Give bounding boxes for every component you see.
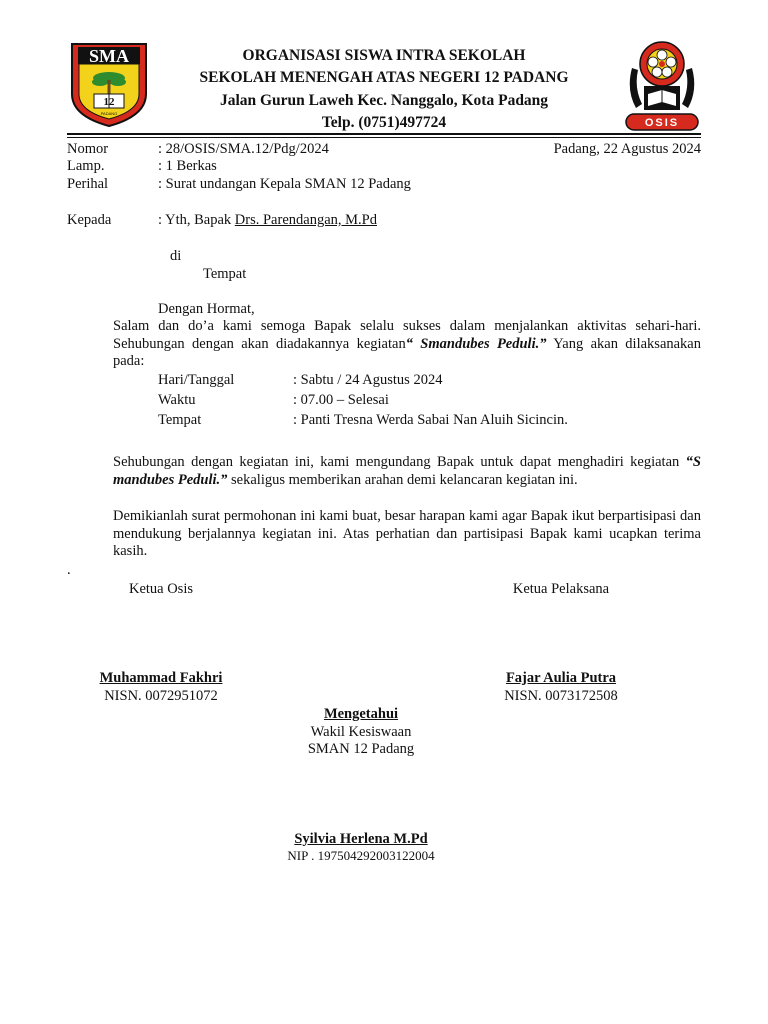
- p2-text: Sehubungan dengan kegiatan ini, kami mengundang Bapak untuk dapat menghadiri kegiatan: [113, 454, 686, 470]
- center-heading: Mengetahui: [323, 706, 399, 722]
- stray-dot: .: [67, 562, 71, 578]
- p1-event-name: “ Smandubes Peduli.”: [405, 335, 547, 352]
- p2-event-name: “S mandubes Peduli.”: [113, 454, 701, 488]
- center-role: Wakil Kesiswaan: [310, 724, 412, 740]
- event-day-label: Hari/Tanggal: [158, 372, 235, 388]
- right-signer-id: NISN. 0073172508: [504, 688, 618, 704]
- center-signer-name: Syilvia Herlena M.Pd: [294, 831, 428, 847]
- header-org-name: ORGANISASI SISWA INTRA SEKOLAH: [242, 47, 526, 64]
- header-phone: Telp. (0751)497724: [321, 114, 447, 131]
- p1-end: Yang akan dilaksanakan pada:: [113, 335, 701, 369]
- event-place-label: Tempat: [158, 412, 202, 428]
- header-address: Jalan Gurun Laweh Kec. Nanggalo, Kota Padang: [219, 92, 549, 109]
- left-signer-id: NISN. 0072951072: [104, 688, 218, 704]
- p2-end: sekaligus memberikan arahan demi kelancaran kegiatan ini.: [227, 471, 578, 488]
- paragraph-invitation: [113, 454, 701, 489]
- event-time-label: Waktu: [158, 392, 196, 408]
- event-time-value: : 07.00 – Selesai: [293, 392, 389, 408]
- paragraph-closing: Demikianlah surat permohonan ini kami buat, besar harapan kami agar Bapak ikut berpartisipasi dan mendukung berjalannya kegiatan ini. Atas perhatian dan partisipasi Bapak kami ucapkan terima kasih.: [113, 508, 701, 559]
- sma-logo-text: SMA: [89, 46, 129, 66]
- event-day-value: : Sabtu / 24 Agustus 2024: [293, 372, 443, 388]
- lamp-value: : 1 Berkas: [158, 158, 217, 174]
- recipient-prefix: : Yth, Bapak: [158, 212, 235, 228]
- event-place-value: : Panti Tresna Werda Sabai Nan Aluih Sicincin.: [293, 412, 568, 428]
- right-signer-title: Ketua Pelaksana: [512, 581, 610, 597]
- greeting: Dengan Hormat,: [158, 301, 255, 317]
- center-org: SMAN 12 Padang: [307, 741, 415, 757]
- sma-logo: [70, 42, 148, 128]
- recipient-line: [158, 212, 377, 229]
- recipient-di: di: [170, 248, 182, 264]
- left-signer-title: Ketua Osis: [128, 581, 194, 597]
- nomor-value: : 28/OSIS/SMA.12/Pdg/2024: [158, 141, 329, 157]
- sma-logo-number: 12: [103, 96, 115, 108]
- osis-logo-text: OSIS: [644, 117, 680, 129]
- right-signer-name: Fajar Aulia Putra: [505, 670, 617, 686]
- perihal-label: Perihal: [67, 176, 109, 192]
- lamp-label: Lamp.: [67, 158, 105, 174]
- osis-logo: [622, 38, 702, 132]
- header-school-name: SEKOLAH MENENGAH ATAS NEGERI 12 PADANG: [199, 69, 569, 86]
- header-rule-thin: [67, 137, 701, 138]
- paragraph-opening: [113, 318, 701, 371]
- place-date: Padang, 22 Agustus 2024: [553, 141, 701, 157]
- sma-logo-city: PADANG: [100, 111, 118, 116]
- recipient-name: Drs. Parendangan, M.Pd: [234, 212, 377, 228]
- left-signer-name: Muhammad Fakhri: [99, 670, 223, 686]
- kepada-label: Kepada: [67, 212, 112, 228]
- perihal-value: : Surat undangan Kepala SMAN 12 Padang: [158, 176, 411, 192]
- nomor-label: Nomor: [67, 141, 109, 157]
- p1-text: Salam dan do’a kami semoga Bapak selalu sukses dalam menjalankan aktivitas sehari-hari. Sehubungan dengan akan diadakannya kegiatan: [113, 318, 701, 352]
- header-rule-thick: [67, 133, 701, 135]
- recipient-tempat: Tempat: [203, 266, 247, 282]
- center-signer-id: NIP . 197504292003122004: [287, 848, 435, 863]
